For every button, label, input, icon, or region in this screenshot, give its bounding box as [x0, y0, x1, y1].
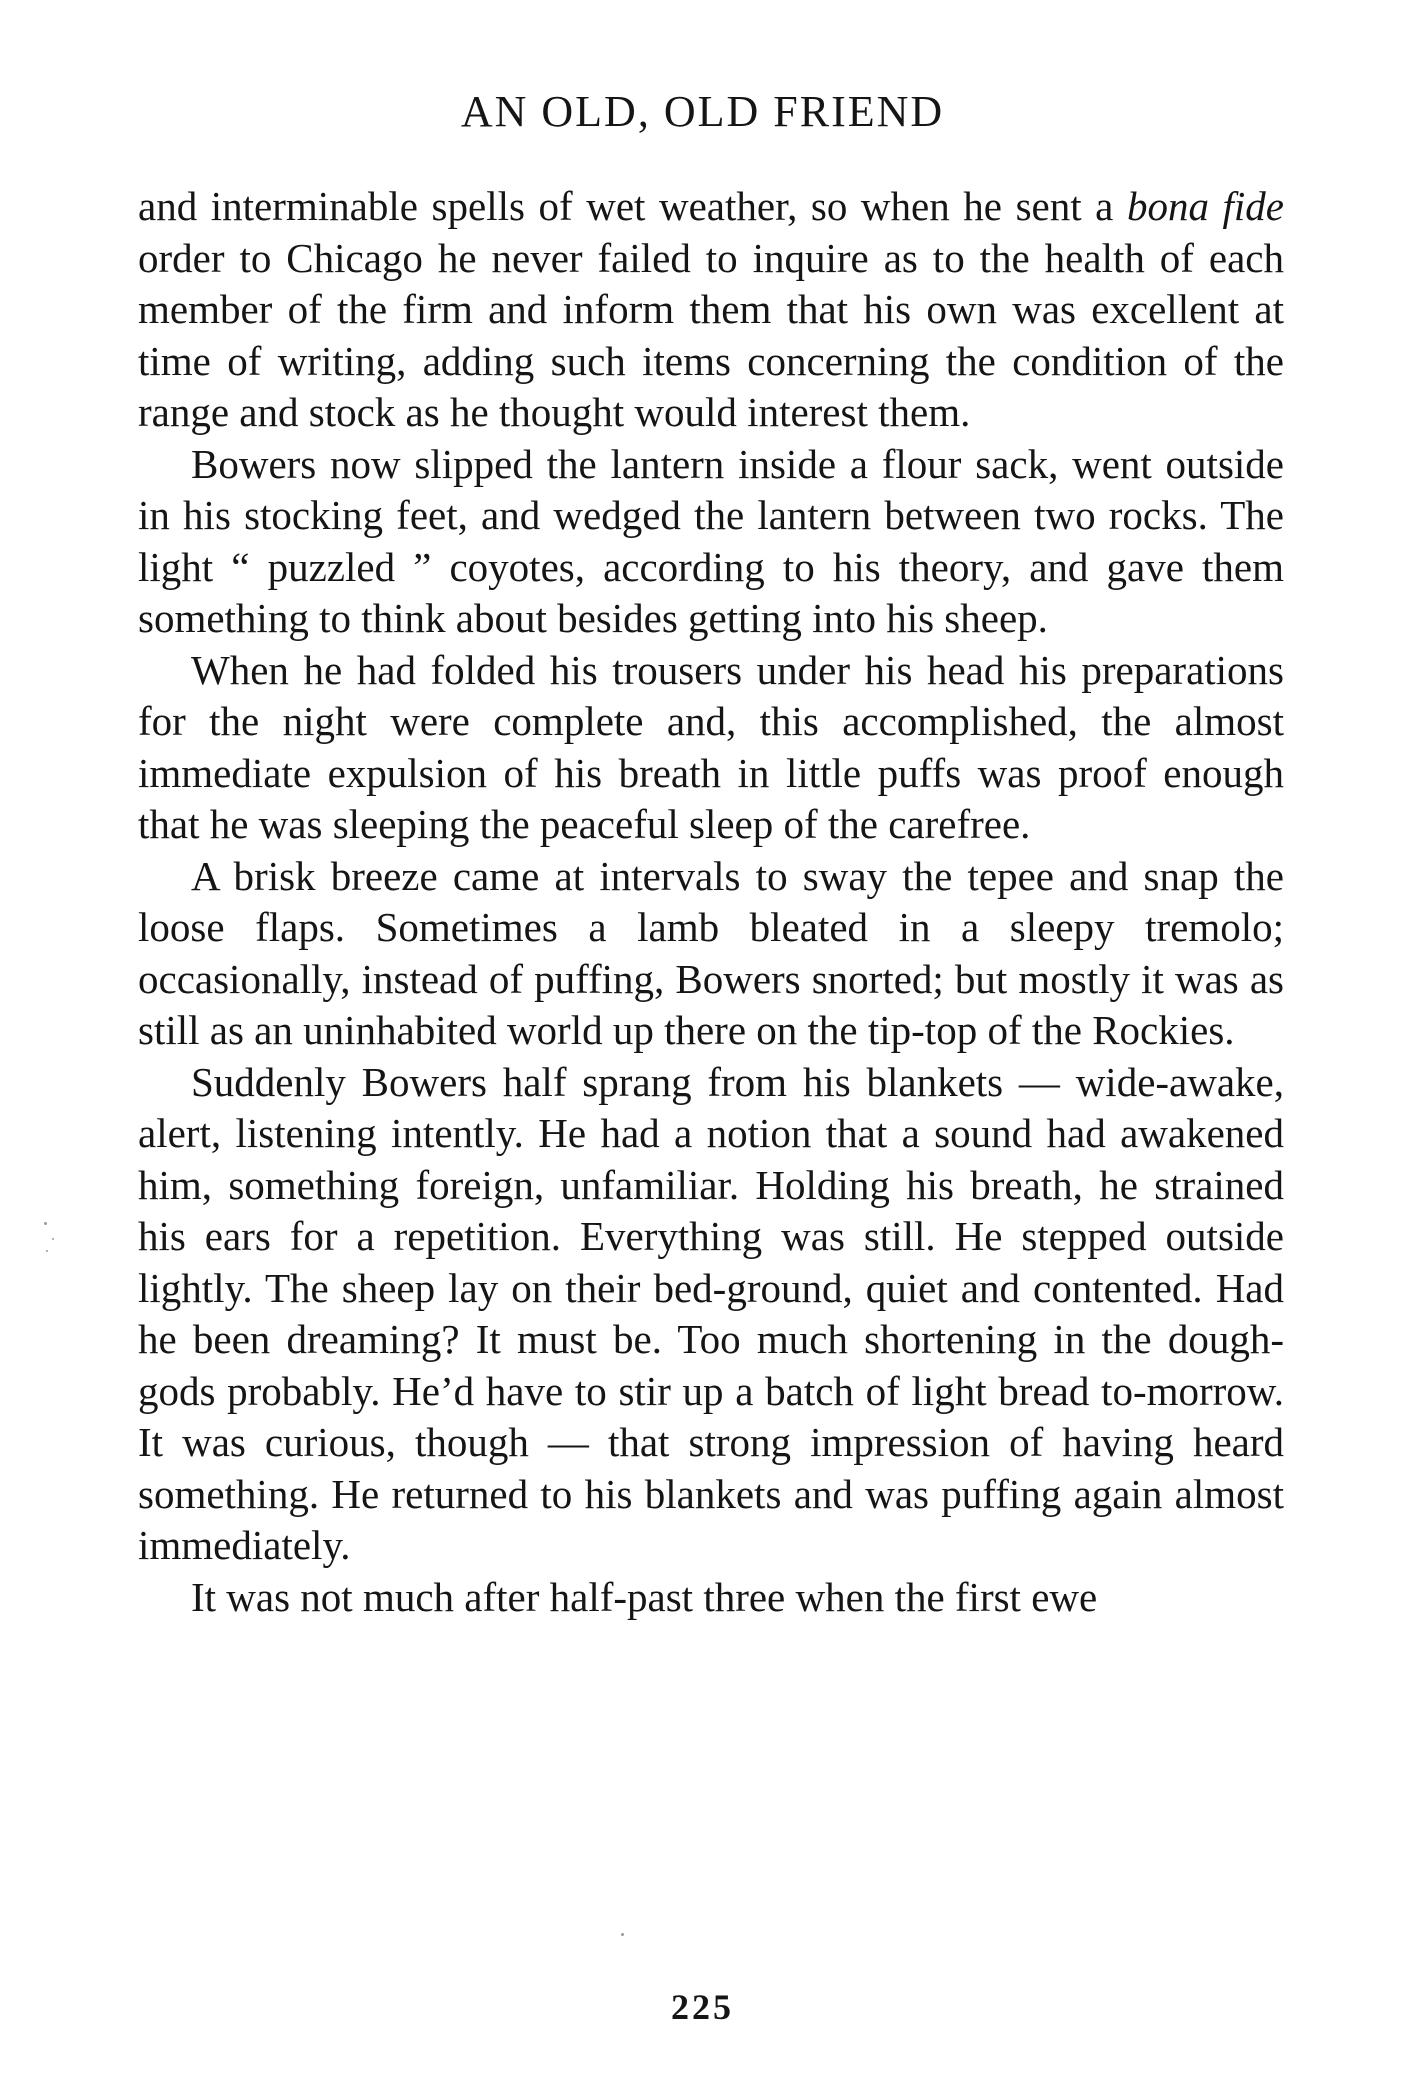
paragraph-4: A brisk breeze came at intervals to sway the tepee and snap the loose flaps. Sometimes a lamb bleated in a sleepy tremolo; occasionally, instead of puffing, Bowers snorted; but mostly it was as still as an uninhabited world up there on the tip-top of the Rockies. — [138, 852, 1284, 1053]
paragraph-1-text-end: order to Chicago he never failed to inquire as to the health of each member of the firm and inform them that his own was excellent at time of writing, adding such items concerning the condition of the range and stock as he thought would interest them. — [138, 234, 1284, 435]
paragraph-5: Suddenly Bowers half sprang from his blankets — wide-awake, alert, listening intently. He had a notion that a sound had awakened him, something foreign, unfamiliar. Holding his breath, he strained his ears for a repetition. Everything was still. He stepped outside lightly. The sheep lay on their bed-ground, quiet and contented. Had he been dreaming? It must be. Too much shortening in the dough-gods probably. He’d have to stir up a batch of light bread to-morrow. It was curious, though — that strong impression of having heard something. He returned to his blankets and was puffing again almost immediately. — [138, 1058, 1284, 1568]
body-text — [138, 181, 1284, 1623]
scan-speck — [621, 1933, 624, 1936]
paragraph-6: It was not much after half-past three when the first ewe — [191, 1573, 1098, 1620]
paragraph-1-text-start: and interminable spells of wet weather, so when he sent a — [138, 183, 1127, 229]
running-head: AN OLD, OLD FRIEND — [460, 87, 945, 136]
italic-phrase: bona fide — [1126, 183, 1285, 229]
paragraph-3: When he had folded his trousers under his head his preparations for the night were complete and, this accomplished, the almost immediate expulsion of his breath in little puffs was proof enough that he was sleeping the peaceful sleep of the carefree. — [138, 646, 1284, 847]
scan-speck — [46, 1250, 48, 1252]
paragraph-2: Bowers now slipped the lantern inside a flour sack, went outside in his stocking feet, and wedged the lantern between two rocks. The light “ puzzled ” coyotes, according to his theory, and gave them something to think about besides getting into his sheep. — [138, 440, 1284, 641]
scan-speck — [44, 1222, 47, 1225]
scan-speck — [52, 1238, 54, 1240]
paragraph-1 — [138, 181, 1284, 439]
page-number: 225 — [671, 1987, 734, 2027]
